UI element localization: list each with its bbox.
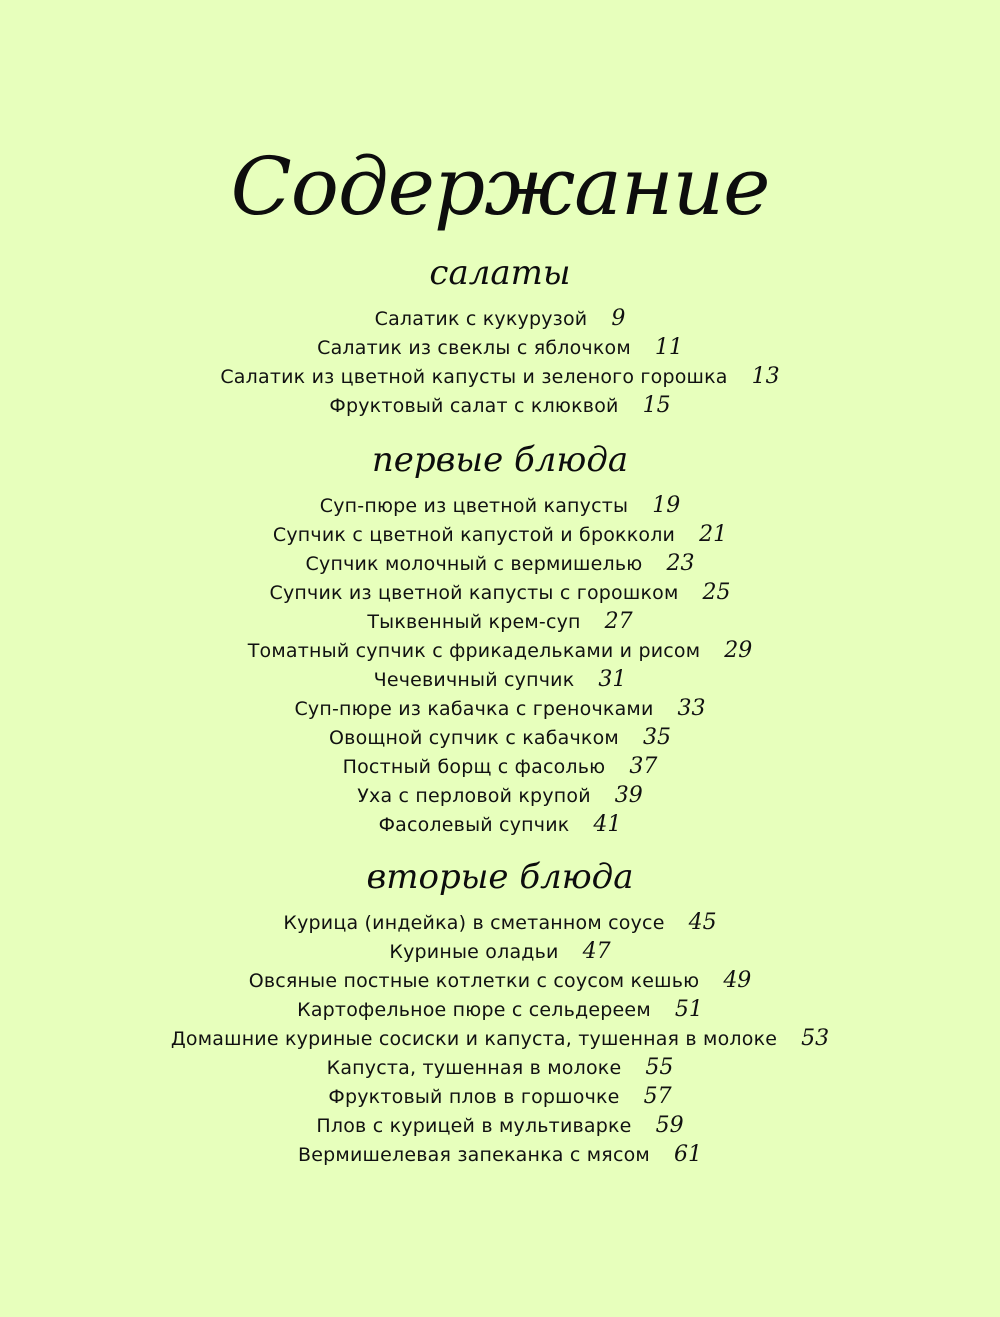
toc-entry[interactable] bbox=[0, 304, 1000, 333]
toc-entry[interactable] bbox=[0, 966, 1000, 995]
entry-title: Супчик молочный с вермишелью bbox=[305, 553, 643, 575]
toc-entry[interactable] bbox=[0, 636, 1000, 665]
entry-title: Капуста, тушенная в молоке bbox=[326, 1057, 622, 1079]
entry-title: Домашние куриные сосиски и капуста, тушенная в молоке bbox=[170, 1028, 778, 1050]
entry-title: Супчик из цветной капусты с горошком bbox=[269, 582, 679, 604]
toc-entry[interactable] bbox=[0, 810, 1000, 839]
entry-page-number: 13 bbox=[751, 364, 780, 389]
entry-title: Картофельное пюре с сельдереем bbox=[297, 999, 651, 1021]
toc-entry[interactable] bbox=[0, 723, 1000, 752]
toc-entry[interactable] bbox=[0, 995, 1000, 1024]
toc-entry[interactable] bbox=[0, 578, 1000, 607]
toc-entry[interactable] bbox=[0, 549, 1000, 578]
entry-title: Вермишелевая запеканка с мясом bbox=[298, 1144, 650, 1166]
toc-entry[interactable] bbox=[0, 333, 1000, 362]
entry-page-number: 29 bbox=[724, 638, 753, 663]
entry-list bbox=[0, 491, 1000, 839]
toc-entry[interactable] bbox=[0, 665, 1000, 694]
toc-entry[interactable] bbox=[0, 391, 1000, 420]
entry-page-number: 61 bbox=[673, 1142, 702, 1167]
entry-title: Овощной супчик с кабачком bbox=[329, 727, 619, 749]
toc-entry[interactable] bbox=[0, 1082, 1000, 1111]
entry-page-number: 49 bbox=[723, 968, 752, 993]
toc-entry[interactable] bbox=[0, 520, 1000, 549]
entry-page-number: 55 bbox=[645, 1055, 674, 1080]
entry-page-number: 47 bbox=[582, 939, 611, 964]
toc-entry[interactable] bbox=[0, 607, 1000, 636]
entry-title: Салатик из цветной капусты и зеленого горошка bbox=[220, 366, 728, 388]
entry-page-number: 33 bbox=[677, 696, 706, 721]
entry-page-number: 51 bbox=[674, 997, 703, 1022]
entry-page-number: 23 bbox=[666, 551, 695, 576]
entry-title: Овсяные постные котлетки с соусом кешью bbox=[248, 970, 700, 992]
entry-page-number: 39 bbox=[614, 783, 643, 808]
entry-page-number: 25 bbox=[702, 580, 731, 605]
toc-entry[interactable] bbox=[0, 1024, 1000, 1053]
entry-title: Плов с курицей в мультиварке bbox=[316, 1115, 632, 1137]
entry-title: Салатик с кукурузой bbox=[374, 308, 588, 330]
entry-title: Суп-пюре из кабачка с греночками bbox=[294, 698, 654, 720]
entry-page-number: 37 bbox=[629, 754, 658, 779]
entry-page-number: 27 bbox=[604, 609, 633, 634]
entry-title: Чечевичный супчик bbox=[373, 669, 575, 691]
entry-page-number: 53 bbox=[801, 1026, 830, 1051]
entry-title: Тыквенный крем-суп bbox=[367, 611, 581, 633]
entry-title: Супчик с цветной капустой и брокколи bbox=[272, 524, 676, 546]
section-first-courses bbox=[0, 437, 1000, 839]
entry-title: Суп-пюре из цветной капусты bbox=[319, 495, 629, 517]
entry-page-number: 15 bbox=[642, 393, 671, 418]
entry-list bbox=[0, 908, 1000, 1169]
entry-page-number: 9 bbox=[611, 306, 626, 331]
entry-title: Фруктовый плов в горшочке bbox=[328, 1086, 620, 1108]
entry-title: Фасолевый супчик bbox=[378, 814, 570, 836]
entry-page-number: 41 bbox=[593, 812, 622, 837]
entry-page-number: 57 bbox=[643, 1084, 672, 1109]
entry-page-number: 31 bbox=[598, 667, 627, 692]
entry-title: Куриные оладьи bbox=[389, 941, 559, 963]
toc-entry[interactable] bbox=[0, 694, 1000, 723]
toc-entry[interactable] bbox=[0, 781, 1000, 810]
entry-title: Салатик из свеклы с яблочком bbox=[317, 337, 631, 359]
section-salads bbox=[0, 250, 1000, 420]
toc-entry[interactable] bbox=[0, 1140, 1000, 1169]
toc-entry[interactable] bbox=[0, 1111, 1000, 1140]
toc-entry[interactable] bbox=[0, 491, 1000, 520]
entry-title: Фруктовый салат с клюквой bbox=[329, 395, 619, 417]
toc-entry[interactable] bbox=[0, 908, 1000, 937]
entry-title: Курица (индейка) в сметанном соусе bbox=[283, 912, 665, 934]
section-heading: первые блюда bbox=[371, 440, 629, 480]
section-heading: салаты bbox=[429, 253, 571, 293]
entry-list bbox=[0, 304, 1000, 420]
toc-entry[interactable] bbox=[0, 1053, 1000, 1082]
toc-entry[interactable] bbox=[0, 362, 1000, 391]
page-title: Содержание bbox=[230, 140, 770, 233]
entry-page-number: 59 bbox=[655, 1113, 684, 1138]
entry-page-number: 19 bbox=[652, 493, 681, 518]
entry-title: Уха с перловой крупой bbox=[357, 785, 591, 807]
entry-page-number: 35 bbox=[642, 725, 671, 750]
toc-entry[interactable] bbox=[0, 752, 1000, 781]
entry-title: Томатный супчик с фрикадельками и рисом bbox=[247, 640, 701, 662]
section-heading: вторые блюда bbox=[366, 857, 634, 897]
toc-entry[interactable] bbox=[0, 937, 1000, 966]
entry-title: Постный борщ с фасолью bbox=[342, 756, 606, 778]
entry-page-number: 45 bbox=[688, 910, 717, 935]
entry-page-number: 11 bbox=[654, 335, 683, 360]
section-second-courses bbox=[0, 854, 1000, 1169]
entry-page-number: 21 bbox=[699, 522, 728, 547]
